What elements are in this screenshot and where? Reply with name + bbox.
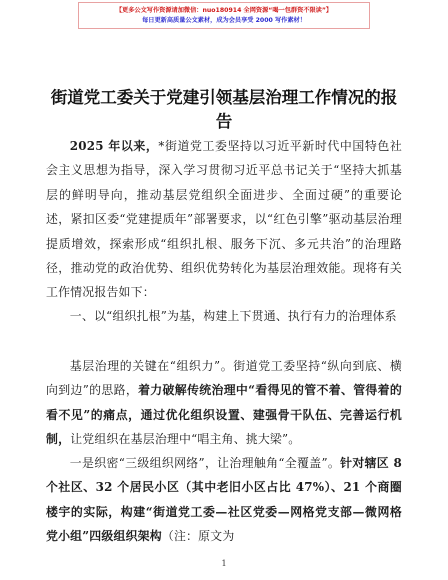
section-1-text-d: 让党组织在基层治理中“唱主角、挑大梁”。 — [70, 432, 301, 447]
point-1-text-c: 构建“街道党工委—社区党委—网格党支部—微网格党小组”四级组织架构 — [46, 504, 402, 544]
section-1-text-a: 基层治理的关键在“组织力”。街道党工委坚持“纵向到底、横向到边”的思路， — [46, 359, 402, 398]
point-1-paragraph — [46, 451, 402, 549]
section-heading-1: 一、以“组织扎根”为基，构建上下贯通、执行有力的治理体系 — [69, 309, 397, 323]
section-1-paragraph — [46, 354, 402, 452]
promo-banner-line-2: 每日更新高质量公文素材，成为会员享受 2000 写作素材！ — [142, 17, 306, 24]
intro-body: *街道党工委坚持以习近平新时代中国特色社会主义思想为指导，深入学习贯彻习近平总书记关于“坚持大抓基层的鲜明导向，推动基层党组织全面进步、全面过硬”的重要论述，紧扣区委“党建提质年”部署要求，以“红色引擎”驱动基层治理提质增效，探索形成“组织扎根、服务下沉、多元共治”的治理路径，推动党的政治优势、组织优势转化为基层治理效能。现将有关工作情况报告如下： — [46, 139, 402, 300]
point-1-text-d: （注：原文为 — [161, 529, 235, 544]
section-1-text-c: 通过优化组织设置、建强骨干队伍、完善运行机制， — [46, 407, 402, 447]
promo-banner-line-1: 【更多公文写作资源请加微信：nuo180914 全网资源“喝一包群资不限读”】 — [115, 7, 333, 14]
point-1-text-b: 针对辖区 8 个社区、32 个居民小区（其中老旧小区占比 47%）、21 个商圈楼宇的实际， — [46, 456, 402, 519]
promo-banner — [78, 2, 370, 29]
section-1-text-b: 着力破解传统治理中“看得见的管不着、管得着的看不见”的痛点， — [46, 383, 402, 422]
point-1-text-a: 一是织密“三级组织网络”，让治理触角“全覆盖”。 — [69, 456, 341, 470]
page-number: 1 — [221, 559, 227, 568]
document-title: 街道党工委关于党建引领基层治理工作情况的报告 — [50, 88, 398, 131]
intro-paragraph — [46, 134, 402, 305]
intro-lead: 2025 年以来， — [69, 139, 159, 153]
